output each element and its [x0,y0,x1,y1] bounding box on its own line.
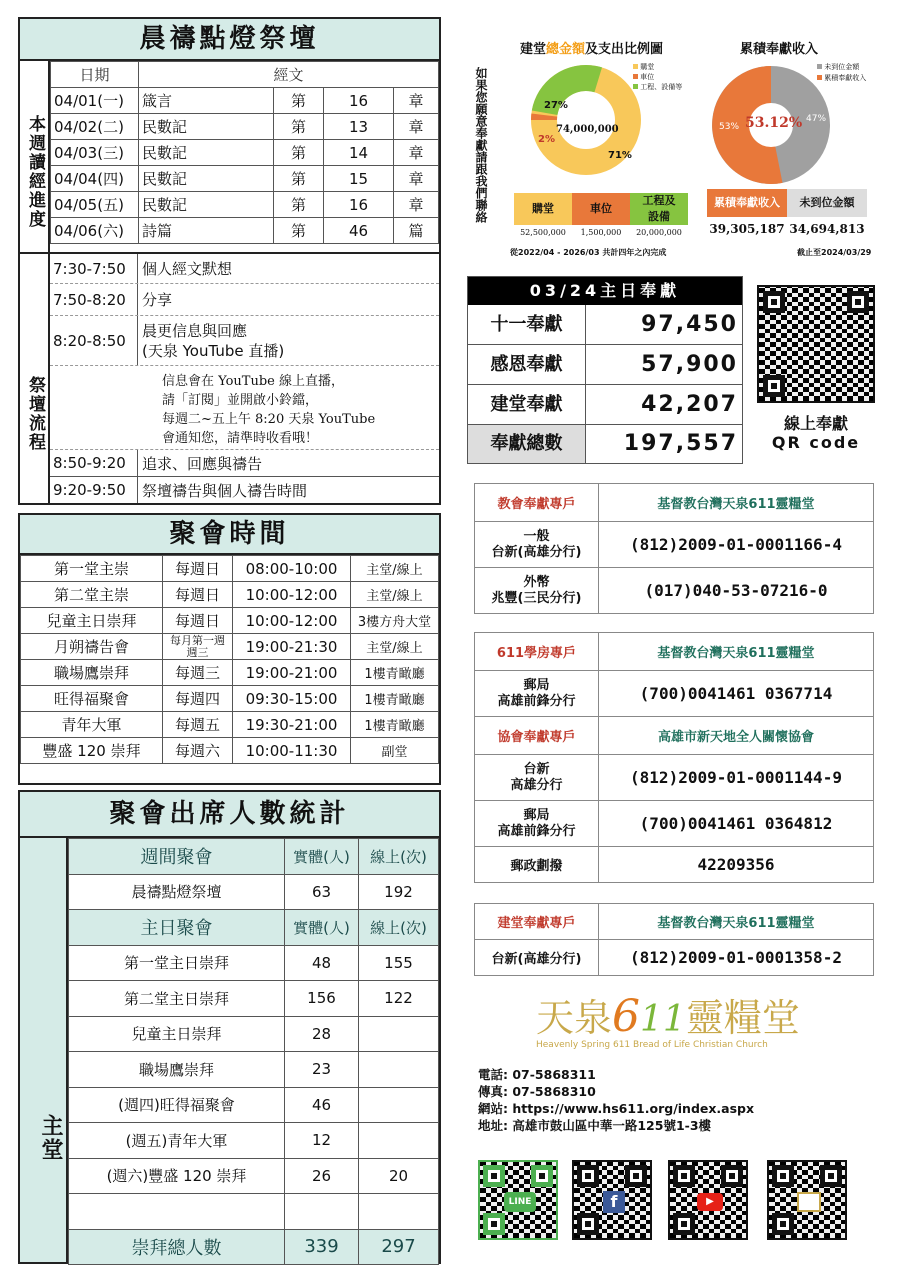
legend2-item: 累積奉獻收入 [824,74,867,82]
reading-book: 民數記 [139,140,274,166]
meeting-name: 月朔禱告會 [21,634,163,660]
val-received: 39,305,187 [709,222,785,236]
offering-total-amount: 197,557 [586,425,742,463]
att-physical: 26 [285,1158,359,1194]
reading-book: 民數記 [139,114,274,140]
contact-side-text: 如果您願意奉獻請跟我們聯絡 [474,67,488,223]
meeting-day: 每週日 [163,608,233,634]
att-name: 兒童主日崇拜 [69,1016,285,1052]
att-physical: 156 [285,981,359,1017]
meeting-place: 1樓青瞰廳 [351,660,439,686]
offering-row [468,385,742,425]
meeting-row [21,660,439,686]
offering-amount: 57,900 [641,352,738,377]
note-line: 信息會在 YouTube 線上直播， [162,374,344,389]
meeting-name: 兒童主日崇拜 [21,608,163,634]
offering-label: 十一奉獻 [468,305,586,344]
reading-date: 04/03(三) [51,140,139,166]
reading-pre: 第 [274,114,324,140]
meeting-row [21,556,439,582]
att-online: 122 [359,981,439,1017]
meeting-time: 10:00-11:30 [233,738,351,764]
logo-num-6: 6 [612,991,641,1042]
bank-church [474,483,874,614]
reading-pre: 第 [274,140,324,166]
contact-fax: 傳真: 07-5868310 [478,1084,596,1099]
reading-date: 04/02(二) [51,114,139,140]
att-physical: 12 [285,1123,359,1159]
bank2-header2: 協會奉獻專戶 [475,717,599,755]
attendance-row [69,1087,439,1123]
bank2-name2: 高雄市新天地全人關懷協會 [599,717,874,755]
meeting-time: 09:30-15:00 [233,686,351,712]
offering-label: 感恩奉獻 [468,345,586,384]
att-name: 第一堂主日崇拜 [69,945,285,981]
bank3-name: 基督教台灣天泉611靈糧堂 [599,904,874,940]
attendance-subheader [69,910,439,946]
reading-row [51,88,439,114]
reading-pre: 第 [274,88,324,114]
altar-time: 9:20-9:50 [50,477,138,503]
attendance-row [69,1016,439,1052]
att-total-physical: 339 [285,1229,359,1265]
att-online [359,1016,439,1052]
cat-engineering: 工程及設備 [630,193,688,225]
offering-row [468,345,742,385]
chart1-title-a: 建堂 [520,42,547,57]
bank2-account: (700)0041461 0364812 [599,801,874,847]
bank2-label: 高雄前鋒分行 [497,823,576,839]
note-line: 請「訂閱」並開啟小鈴鐺， [162,393,319,408]
meetings-title: 聚會時間 [20,515,439,555]
youtube-icon: ▶ [697,1193,723,1211]
attendance-table [68,838,439,1265]
pie-pct-2: 47% [806,114,827,124]
att-online: 20 [359,1158,439,1194]
reading-post: 章 [394,166,439,192]
meeting-day: 每週三 [163,660,233,686]
meeting-place: 主堂/線上 [351,556,439,582]
meeting-row [21,712,439,738]
legend1 [633,62,682,92]
key-received: 累積奉獻收入 [707,189,787,217]
bank1-account: (812)2009-01-0001166-4 [599,522,874,568]
donut-pct-2: 2% [538,134,555,145]
att-total-online: 297 [359,1229,439,1265]
website-qr-code[interactable] [767,1160,847,1240]
youtube-qr-code[interactable] [668,1160,748,1240]
att-online [359,1194,439,1230]
attendance-row [69,945,439,981]
bank1-label: 台新(高雄分行) [491,544,582,560]
attendance-row [69,1158,439,1194]
bank2-account: (700)0041461 0367714 [599,671,874,717]
att-group-name: 週間聚會 [69,839,285,875]
bank2-name: 基督教台灣天泉611靈糧堂 [599,633,874,671]
meeting-name: 豐盛 120 崇拜 [21,738,163,764]
chart1-amounts [514,228,688,237]
altar-time: 8:50-9:20 [50,450,138,476]
reading-book: 詩篇 [139,218,274,244]
att-online: 155 [359,945,439,981]
altar-item: 分享 [142,291,173,309]
att-name: 職場鷹崇拜 [69,1052,285,1088]
meeting-row [21,738,439,764]
meeting-place: 3樓方舟大堂 [351,608,439,634]
bank1-label: 外幣 [523,574,550,590]
meeting-time: 19:00-21:00 [233,660,351,686]
donut-pct-3: 71% [608,150,632,161]
offering-amount: 42,207 [641,392,738,417]
contact-website[interactable]: 網站: https://www.hs611.org/index.aspx [478,1101,755,1116]
att-name [69,1194,285,1230]
col-text: 經文 [139,62,439,88]
cat-purchase: 購堂 [514,193,572,225]
reading-post: 章 [394,88,439,114]
altar-item: 晨更信息與回應 [142,321,248,340]
legend2 [817,62,866,84]
bank2-account: 42209356 [599,847,874,883]
bank3-label: 台新(高雄分行) [475,940,599,976]
contact-address: 地址: 高雄市鼓山區中華一路125號1-3樓 [478,1118,712,1133]
reading-title: 晨禱點燈祭壇 [20,19,439,61]
att-col-physical: 實體(人) [285,910,359,946]
bank1-account: (017)040-53-07216-0 [599,568,874,614]
reading-row [51,140,439,166]
att-physical: 48 [285,945,359,981]
legend1-item: 工程、設備等 [640,83,683,91]
bank1-header: 教會奉獻專戶 [475,484,599,522]
meeting-place: 副堂 [351,738,439,764]
att-name: 第二堂主日崇拜 [69,981,285,1017]
church-logo [536,991,800,1042]
youtube-note [50,366,439,450]
meeting-day: 每週四 [163,686,233,712]
val-remaining: 34,694,813 [789,222,865,236]
line-qr-code[interactable] [478,1160,558,1240]
reading-chapter: 16 [324,192,394,218]
logo-text-2: 靈糧堂 [685,996,800,1040]
qr-caption-2: QR code [771,433,861,452]
altar-side-label: 祭壇流程 [20,254,50,503]
reading-post: 章 [394,192,439,218]
note-line: 會通知您，請準時收看哦！ [162,431,319,446]
bank2-account: (812)2009-01-0001144-9 [599,755,874,801]
meeting-time: 08:00-10:00 [233,556,351,582]
meeting-time: 19:00-21:30 [233,634,351,660]
logo-text-1: 天泉 [536,996,613,1040]
att-physical: 23 [285,1052,359,1088]
meeting-name: 第一堂主崇 [21,556,163,582]
reading-post: 章 [394,140,439,166]
bank1-name: 基督教台灣天泉611靈糧堂 [599,484,874,522]
att-name: 晨禱點燈祭壇 [69,874,285,910]
bank2-header: 611學房專戶 [475,633,599,671]
offering-label: 建堂奉獻 [468,385,586,424]
chart1-title-c: 及支出比例圖 [585,42,664,57]
att-physical: 46 [285,1087,359,1123]
reading-book: 民數記 [139,166,274,192]
attendance-row [69,874,439,910]
attendance-subheader [69,839,439,875]
offering-table [467,276,743,464]
offering-title: 03/24主日奉獻 [468,277,742,305]
att-name: (週五)青年大軍 [69,1123,285,1159]
reading-table [50,61,439,244]
meeting-place: 主堂/線上 [351,582,439,608]
att-online [359,1123,439,1159]
pie-center-pct: 53.12% [745,115,803,131]
meeting-name: 青年大軍 [21,712,163,738]
logo-num-11: 11 [640,999,686,1040]
att-online [359,1052,439,1088]
att-physical [285,1194,359,1230]
offering-qr-code[interactable] [757,285,875,403]
reading-post: 篇 [394,218,439,244]
attendance-section [18,790,441,1264]
reading-row [51,218,439,244]
reading-chapter: 15 [324,166,394,192]
altar-time: 7:30-7:50 [50,254,138,283]
reading-chapter: 16 [324,88,394,114]
col-date: 日期 [51,62,139,88]
meeting-day: 每月第一週週三 [163,634,233,660]
meetings-table [20,555,439,764]
attendance-row [69,981,439,1017]
altar-item-sub: (天泉 YouTube 直播) [142,341,285,360]
att-name: (週四)旺得福聚會 [69,1087,285,1123]
bank2-label: 高雄分行 [510,777,563,793]
meeting-day: 每週五 [163,712,233,738]
reading-pre: 第 [274,192,324,218]
reading-section [18,17,441,254]
att-physical: 28 [285,1016,359,1052]
bank2-label: 郵政劃撥 [475,847,599,883]
meeting-time: 10:00-12:00 [233,608,351,634]
reading-side-label: 本週讀經進度 [20,61,50,252]
meeting-row [21,582,439,608]
note-line: 每週二~五上午 8:20 天泉 YouTube [162,412,376,427]
amt-parking: 1,500,000 [580,228,622,237]
chart2-keys [707,189,867,217]
att-col-physical: 實體(人) [285,839,359,875]
contact-phone: 電話: 07-5868311 [478,1067,596,1082]
reading-row [51,192,439,218]
pie-pct-1: 53% [719,122,740,132]
meeting-day: 每週六 [163,738,233,764]
church-english-name: Heavenly Spring 611 Bread of Life Christian Church [536,1040,768,1050]
bank-building [474,903,874,976]
line-icon: LINE [504,1192,536,1212]
contact-info [478,1066,754,1134]
church-logo-icon [797,1192,821,1212]
att-col-online: 線上(次) [359,839,439,875]
bank2-label: 郵局 [523,677,550,693]
chart1-title-b: 總金額 [546,42,586,57]
attendance-row [69,1052,439,1088]
reading-chapter: 46 [324,218,394,244]
reading-pre: 第 [274,166,324,192]
bank3-account: (812)2009-01-0001358-2 [599,940,874,976]
reading-chapter: 13 [324,114,394,140]
att-online: 192 [359,874,439,910]
meeting-name: 第二堂主崇 [21,582,163,608]
meeting-name: 職場鷹崇拜 [21,660,163,686]
att-total-label: 崇拜總人數 [69,1229,285,1265]
meeting-time: 10:00-12:00 [233,582,351,608]
reading-book: 民數記 [139,192,274,218]
att-physical: 63 [285,874,359,910]
amt-engineering: 20,000,000 [636,228,682,237]
meeting-place: 主堂/線上 [351,634,439,660]
meetings-section [18,513,441,785]
altar-rows [50,254,439,503]
bank3-header: 建堂奉獻專戶 [475,904,599,940]
reading-date: 04/06(六) [51,218,139,244]
meeting-row [21,608,439,634]
altar-item: 祭壇禱告與個人禱告時間 [142,481,308,500]
chart2-title: 累積奉獻收入 [740,42,819,57]
bank2-label: 高雄前鋒分行 [497,693,576,709]
donut-center: 74,000,000 [556,124,619,135]
reading-date: 04/04(四) [51,166,139,192]
attendance-total-row [69,1229,439,1265]
altar-section [18,254,441,505]
donut-pct-1: 27% [544,100,568,111]
reading-date: 04/01(一) [51,88,139,114]
reading-row [51,166,439,192]
attendance-row [69,1194,439,1230]
att-group-name: 主日聚會 [69,910,285,946]
meeting-time: 19:30-21:00 [233,712,351,738]
offering-amount: 97,450 [641,312,738,337]
altar-time: 8:20-8:50 [50,316,138,365]
chart2-values [707,222,867,236]
amt-purchase: 52,500,000 [520,228,566,237]
reading-chapter: 14 [324,140,394,166]
bank2-label: 郵局 [523,807,550,823]
reading-row [51,114,439,140]
att-name: (週六)豐盛 120 崇拜 [69,1158,285,1194]
chart1-title [520,38,663,57]
bank-school [474,632,874,883]
altar-item: 個人經文默想 [142,260,233,278]
facebook-icon: f [603,1191,625,1213]
meeting-day: 每週日 [163,582,233,608]
offering-total-label: 奉獻總數 [468,425,586,463]
chart-foot-2: 截止至2024/03/29 [797,248,872,257]
legend2-item: 未到位金額 [824,63,860,71]
meeting-place: 1樓青瞰廳 [351,686,439,712]
bank1-label: 兆豐(三民分行) [491,590,582,606]
legend1-item: 購堂 [640,63,655,71]
reading-book: 箴言 [139,88,274,114]
chart-foot-1: 從2022/04 - 2026/03 共計四年之內完成 [510,248,667,257]
attendance-side-label: 主堂 [20,838,68,1262]
meeting-name: 旺得福聚會 [21,686,163,712]
att-online [359,1087,439,1123]
cat-parking: 車位 [572,193,630,225]
chart1-cats [514,193,688,225]
key-remaining: 未到位金額 [787,189,867,217]
attendance-row [69,1123,439,1159]
att-col-online: 線上(次) [359,910,439,946]
attendance-title: 聚會出席人數統計 [20,792,439,838]
offering-row [468,305,742,345]
bank2-label: 台新 [523,761,550,777]
qr-caption-1: 線上奉獻 [783,414,848,433]
reading-date: 04/05(五) [51,192,139,218]
meeting-row [21,634,439,660]
meeting-row [21,686,439,712]
altar-item: 追求、回應與禱告 [142,454,263,473]
offering-total-row [468,425,742,463]
bank1-label: 一般 [523,528,550,544]
reading-post: 章 [394,114,439,140]
reading-pre: 第 [274,218,324,244]
altar-time: 7:50-8:20 [50,284,138,315]
meeting-day: 每週日 [163,556,233,582]
qr-caption [760,414,872,452]
legend1-item: 車位 [640,73,655,81]
meeting-place: 1樓青瞰廳 [351,712,439,738]
facebook-qr-code[interactable] [572,1160,652,1240]
